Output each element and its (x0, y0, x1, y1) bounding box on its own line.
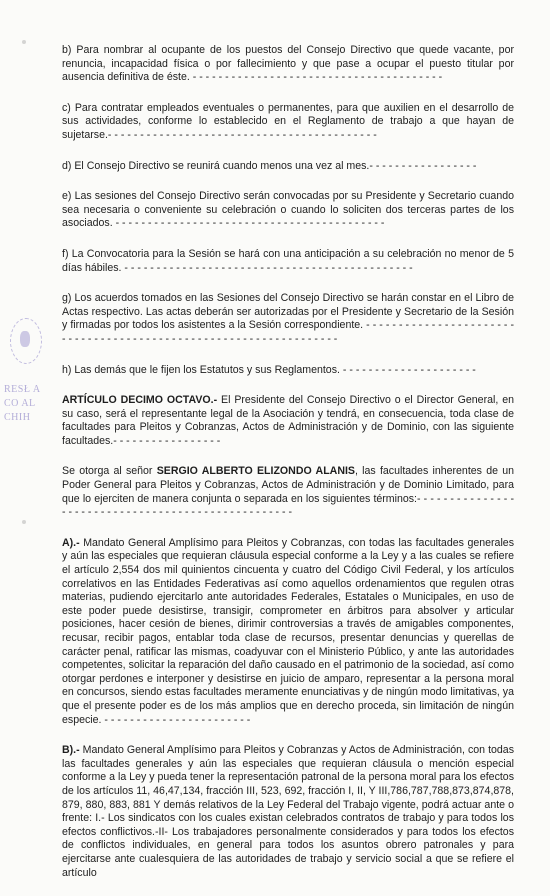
paragraph-h: h) Las demás que le fijen los Estatutos y sus Reglamentos. - - - - - - - - - - - - - - - - - - - - - (62, 363, 476, 376)
ink-stamp (4, 300, 62, 450)
article-eighteen (62, 394, 514, 448)
scan-speck (22, 40, 26, 44)
seal-mark (10, 318, 42, 364)
grant-text: , las facultades inherentes de un Poder General para Pleitos y Cobranzas, Actos de Administración y de Dominio Limitado, para que lo ejerciten de manera conjunta o separada en los siguientes términos:- - - - - - - - - - - - - - - - - - - - - - - - - - - - - - - - - - - - - - - - - - - - - - - - - - - (62, 465, 514, 519)
section-b-label: B).- (62, 744, 80, 757)
stamp-text-line: CO AL (4, 398, 36, 409)
stamp-text-line: RESŁ A (4, 384, 41, 395)
paragraph-e: e) Las sesiones del Consejo Directivo serán convocadas por su Presidente y Secretario cuando sea necesaria o conveniente su celebración o cuando lo soliciten dos terceras partes de los asociados. - - - - - - - - - - - - - - - - - - - - - - - - - - - - - - - - - - - - - - - - - - (62, 190, 514, 230)
section-b (62, 744, 514, 880)
section-a-label: A).- (62, 536, 80, 549)
section-a-text: Mandato General Amplísimo para Pleitos y Cobranzas, con todas las facultades generales y aún las especiales que requieran cláusula especial conforme a la Ley y a las cuales se refiere el artículo 2,554 dos mil quinientos cincuenta y cuatro del Código Civil Federal, y los artículos correlativos en las Entidades Federativas así como aquellos ordenamientos que regulen otras materias, pudiendo ejercitarlo ante autoridades Federales, Estatales o Municipales, en uso de este poder puede desistirse, transigir, comprometer en árbitros para absolver y articular posiciones, hacer cesión de bienes, dirimir controversias a través de amigables componentes, recusar, recibir pagos, entablar toda clase de recursos, presentar denuncias y querellas de carácter penal, ratificar las mismas, coadyuvar con el Ministerio Público, y ante las autoridades competentes, solicitar la reparación del daño causado en el patrimonio de la sociedad, así como otorgar perdones e interponer y desistirse en juicio de amparo, representar a la persona moral en concursos, siendo estas facultades meramente enunciativas y de ningún modo limitativas, ya que el presente poder es de los más amplios que en derecho proceda, sin limitación de ningún especie. - - - - - - - - - - - - - - - - - - - - - - - (62, 536, 514, 726)
section-a (62, 537, 514, 727)
article-heading: ARTÍCULO DECIMO OCTAVO.- (62, 394, 218, 407)
paragraph-b: b) Para nombrar al ocupante de los puestos del Consejo Directivo que quede vacante, por renuncia, incapacidad física o por fallecimiento y que pase a ocupar el puesto titular por ausencia definitiva de éste. - - - - - - - - - - - - - - - - - - - - - - - - - - - - - - - - - - - - - - - (62, 44, 514, 84)
paragraph-c: c) Para contratar empleados eventuales o permanentes, para que auxilien en el desarrollo de sus actividades, conforme lo establecido en el Reglamento de trabajo a que hayan de sujetarse.- - - - - - - - - - - - - - - - - - - - - - - - - - - - - - - - - - - - - - - - - - (62, 101, 514, 141)
paragraph-f: f) La Convocatoria para la Sesión se hará con una anticipación a su celebración no menor de 5 días hábiles. - - - - - - - - - - - - - - - - - - - - - - - - - - - - - - - - - - - - - - - - - - - - - (62, 247, 514, 274)
paragraph-g: g) Los acuerdos tomados en las Sesiones del Consejo Directivo se harán constar en el Libro de Actas respectivo. Las actas deberán ser autorizadas por el Presidente y Secretario de la Sesión y firmadas por todos los asistentes a la Sesión correspondiente. - - - - - - - - - - - - - - - - - - - - - - - - - - - - - - - - - - - - - - - - - - - - - - - - - - - - - - - - - - - - - - - - - - (62, 292, 514, 345)
section-b-text: Mandato General Amplísimo para Pleitos y Cobranzas y Actos de Administración, con todas las facultades generales y aún las especiales que requieran cláusula o mención especial conforme a la Ley y pueda tener la representación patronal de la persona moral para los efectos de los artículos 11, 46,47,134, fracción III, 523, 692, fracción I, II, Y III,786,787,788,873,874,878, 879, 880, 883, 881 Y demás relativos de la Ley Federal del Trabajo vigente, podrá actuar ante o frente: I.- Los sindicatos con los cuales existan celebrados contratos de trabajo y para todos los efectos conflictivos.-II- Los trabajadores personalmente considerados y para todos los efectos de conflictos individuales, en general para todos los asuntos obrero patronales y para ejercitarse ante cualesquiera de las autoridades de trabajo y servicio social a que se refiere el artículo (62, 744, 514, 879)
grant-paragraph (62, 465, 514, 519)
scan-speck (22, 520, 26, 524)
stamp-text-line: CHIH (4, 412, 31, 423)
document-body (62, 44, 514, 896)
article-text: El Presidente del Consejo Directivo o el Director General, en su caso, será el representante legal de la Asociación y tendrá, en consecuencia, toda clase de facultades para Pleitos y Cobranzas, Actos de Administración y de Dominio, con las siguiente facultades.- - - - - - - - - - - - - - - - - (62, 394, 514, 447)
paragraph-d: d) El Consejo Directivo se reunirá cuando menos una vez al mes.- - - - - - - - - - - - - - - - - (62, 159, 477, 172)
grant-prefix: Se otorga al señor (62, 465, 157, 478)
grantee-name: SERGIO ALBERTO ELIZONDO ALANIS (156, 465, 355, 478)
